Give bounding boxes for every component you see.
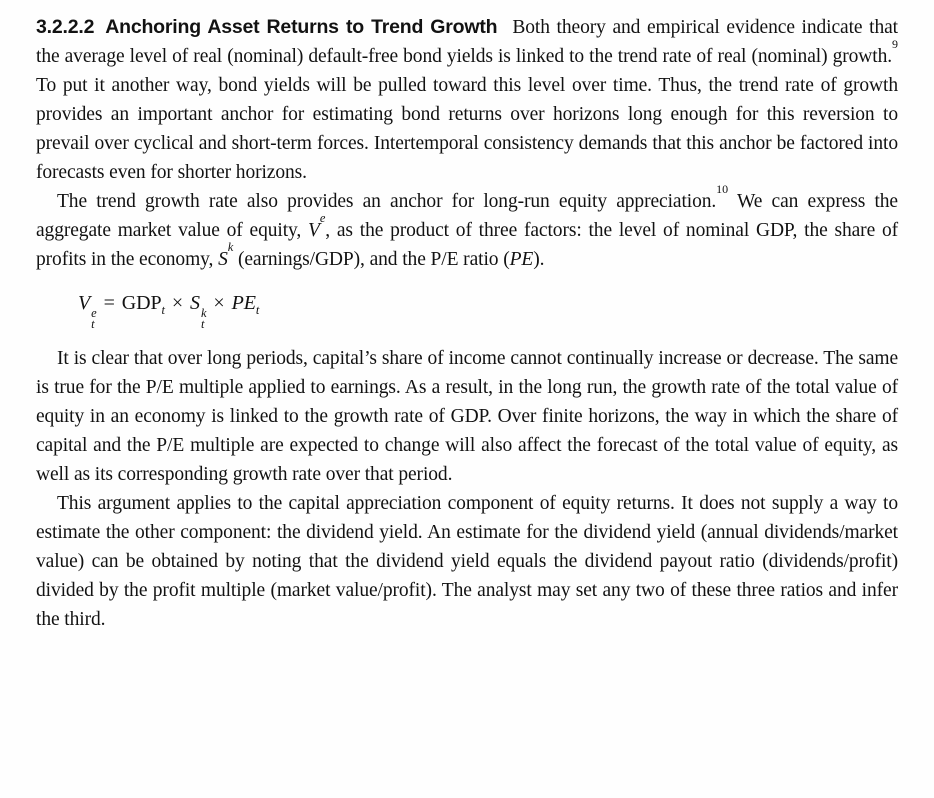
- equals-sign: =: [103, 292, 115, 314]
- section-number: 3.2.2.2: [36, 16, 95, 38]
- equation-term-gdp-subscript: t: [161, 303, 165, 317]
- paragraph-4: This argument applies to the capital appreciation component of equity returns. It does not supply a way to estimate the other component: the dividend yield. An estimate for the dividend yield (annual dividends/market value) can be obtained by noting that the dividend yield equals the dividend payout ratio (dividends/profit) divided by the profit multiple (market value/profit). The analyst may set any two of these three ratios and infer the third.: [36, 493, 898, 630]
- paragraph-2: [36, 181, 898, 274]
- equation-lhs-superscript: e: [91, 306, 97, 320]
- equation-term-s-superscript: k: [200, 306, 207, 320]
- variable-profit-share: S: [218, 249, 228, 270]
- paragraph-3: It is clear that over long periods, capital’s share of income cannot continually increase or decrease. The same is true for the P/E multiple applied to earnings. As a result, in the long run, the growth rate of the total value of equity in an economy is linked to the growth rate of GDP. Over finite horizons, the way in which the share of capital and the P/E multiple are expected to change will also affect the forecast of the total value of equity, as well as its corresponding growth rate over that period.: [36, 348, 898, 485]
- multiplication-sign: ×: [213, 292, 225, 314]
- footnote-ref-9: 9: [892, 36, 898, 51]
- equation-term-pe: PE: [231, 292, 256, 314]
- paragraph-2-text: We can express the aggregate market value of equity,: [36, 191, 898, 241]
- section-title: Anchoring Asset Returns to Trend Growth: [105, 16, 498, 38]
- paragraph-1-text: Both theory and empirical evidence indicate that the average level of real (nominal) default-free bond yields is linked to the trend rate of real (nominal) growth.: [36, 17, 898, 67]
- paragraph-1-text-continued: To put it another way, bond yields will be pulled toward this level over time. Thus, the trend rate of growth provides an important anchor for estimating bond returns over horizons long enough for this reversion to prevail over cyclical and short-term forces. Intertemporal consistency demands that this anchor be factored into forecasts even for shorter horizons.: [36, 75, 898, 183]
- variable-superscript-e: e: [319, 210, 326, 225]
- equation-lhs-sup-sub: [91, 308, 96, 330]
- equation-lhs-subscript: t: [91, 317, 95, 331]
- section-heading: [36, 16, 512, 38]
- equation-term-profit-share: S: [190, 292, 200, 314]
- equation-term-s-sup-sub: [201, 308, 206, 330]
- paragraph-1: [36, 13, 898, 187]
- footnote-ref-10: 10: [716, 181, 729, 196]
- paragraph-2-text: ).: [533, 249, 545, 270]
- paragraph-2-text: (earnings/GDP), and the P/E ratio (: [233, 249, 510, 270]
- equation-term-s-subscript: t: [200, 317, 205, 331]
- paragraph-2-text: The trend growth rate also provides an anchor for long-run equity appreciation.: [57, 191, 717, 212]
- equation-lhs-variable: V: [78, 292, 91, 314]
- variable-pe-ratio: PE: [509, 249, 534, 270]
- equation-equity-value: [36, 290, 898, 330]
- equation-term-gdp: GDP: [121, 292, 162, 314]
- paragraph-2-text: , as the product of three factors: the level of nominal GDP, the share of profits in the economy,: [36, 220, 898, 270]
- variable-superscript-k: k: [227, 239, 234, 254]
- equation-term-pe-subscript: t: [255, 303, 260, 317]
- multiplication-sign: ×: [171, 292, 184, 314]
- variable-market-value-of-equity: V: [308, 220, 320, 241]
